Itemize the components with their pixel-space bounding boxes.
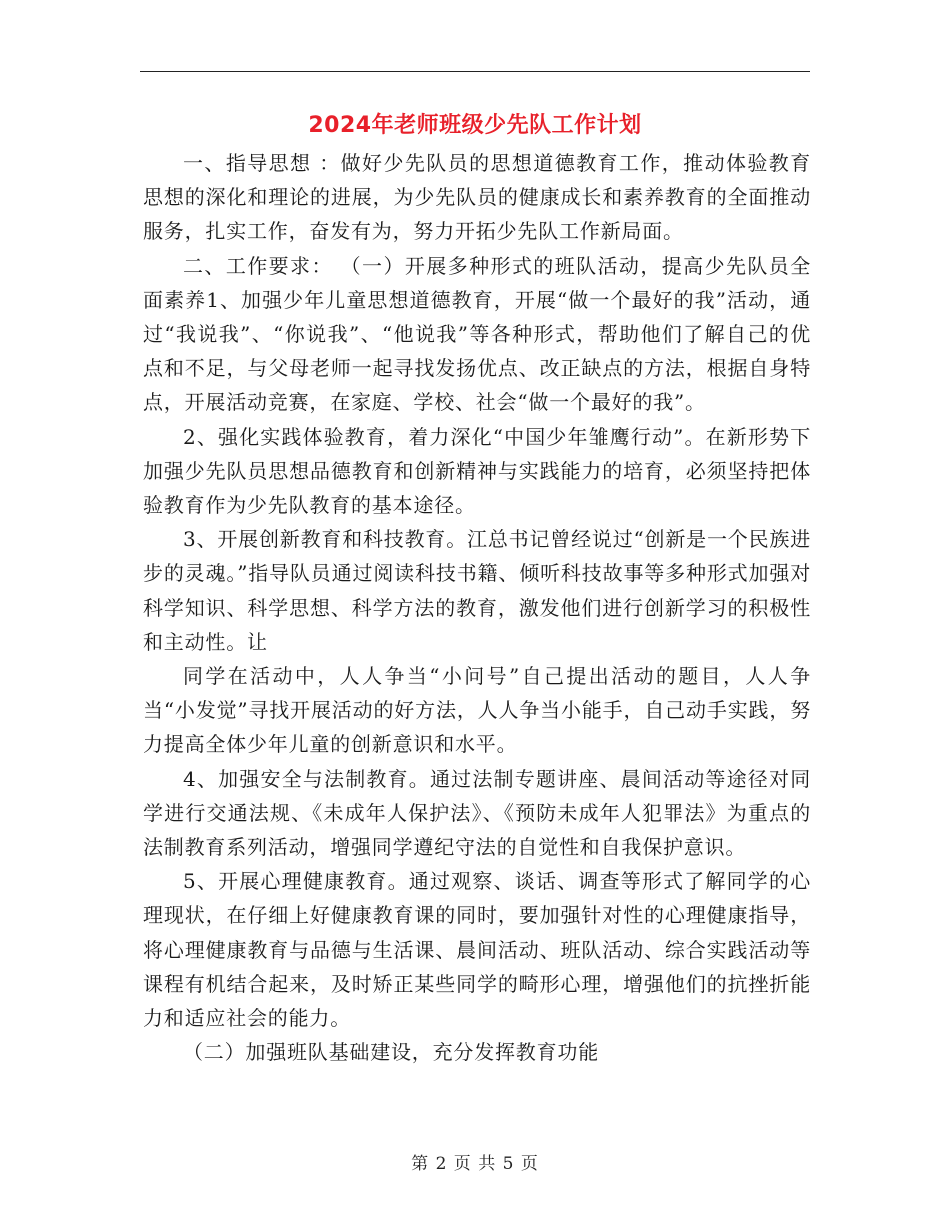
paragraph-student-activities: 同学在活动中，人人争当“小问号”自己提出活动的题目，人人争当“小发觉”寻找开展活动的好方法，人人争当小能手，自己动手实践，努力提高全体少年儿童的创新意识和水平。 [143,664,811,757]
page-footer [0,1152,950,1176]
document-title: 2024年老师班级少先队工作计划 [308,113,642,138]
page-number-label: 第 2 页 共 5 页 [411,1154,539,1174]
paragraph-safety-law-education: 4、加强安全与法制教育。通过法制专题讲座、晨间活动等途径对同学进行交通法规、《未成年人保护法》、《预防未成年人犯罪法》为重点的法制教育系列活动，增强同学遵纪守法的自觉性和自我保护意识。 [143,766,811,860]
paragraph-practice-education: 2、强化实践体验教育，着力深化“中国少年雏鹰行动”。在新形势下加强少先队员思想品德教育和创新精神与实践能力的培育，必须坚持把体验教育作为少先队教育的基本途径。 [143,424,811,518]
paragraph-mental-health-education: 5、开展心理健康教育。通过观察、谈话、调查等形式了解同学的心理现状，在仔细上好健康教育课的同时，要加强针对性的心理健康指导，将心理健康教育与品德与生活课、晨间活动、班队活动、综合实践活动等课程有机结合起来，及时矫正某些同学的畸形心理，增强他们的抗挫折能力和适应社会的能力。 [143,869,811,1031]
paragraph-innovation-education: 3、开展创新教育和科技教育。江总书记曾经说过“创新是一个民族进步的灵魂。”指导队员通过阅读科技书籍、倾听科技故事等多种形式加强对科学知识、科学思想、科学方法的教育，激发他们进行创新学习的积极性和主动性。让 [143,527,811,654]
paragraph-guiding-ideology: 一、指导思想 ：做好少先队员的思想道德教育工作，推动体验教育思想的深化和理论的进展，为少先队员的健康成长和素养教育的全面推动服务，扎实工作，奋发有为，努力开拓少先队工作新局面。 [143,151,811,244]
paragraph-section-two-heading: （二）加强班队基础建设，充分发挥教育功能 [183,1040,599,1065]
document-body [143,146,811,1069]
header-rule [140,71,810,72]
paragraph-work-requirements: 二、工作要求： （一）开展多种形式的班队活动，提高少先队员全面素养1、加强少年儿童思想道德教育，开展“做一个最好的我”活动，通过“我说我”、“你说我”、“他说我”等各种形式，帮助他们了解自己的优点和不足，与父母老师一起寻找发扬优点、改正缺点的方法，根据自身特点，开展活动竞赛，在家庭、学校、社会“做一个最好的我”。 [143,253,811,415]
